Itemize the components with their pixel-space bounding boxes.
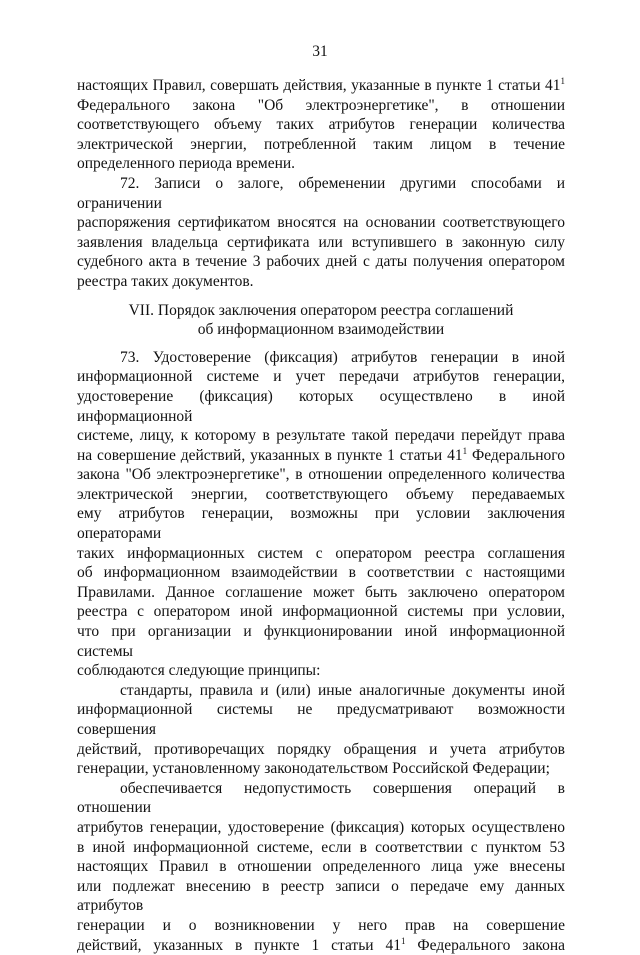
principle-2 [77,779,565,955]
text-line: распоряжения сертификатом вносятся на основании соответствующего [77,214,565,232]
text-line: действий, указанных в пункте 1 статьи $41^1$ Федерального закона [77,935,565,954]
text-line: закона "Об электроэнергетике", в отношении определенного количества [77,466,565,484]
text-line: определенного периода времени. [77,155,296,173]
text-line: стандарты, правила и (или) иные аналогичные документы иной [120,681,565,699]
text-line: информационной системе и учет передачи атрибутов генерации, [77,368,565,386]
section-heading-line-2: об информационном взаимодействии [197,321,445,339]
text-line: 72. Записи о залоге, обременении другими способами и ограничении [77,174,565,212]
section-heading [77,301,565,340]
text-line: информационной системы не предусматривают возможности совершения [77,701,565,738]
text-line: электрической энергии, соответствующего объему передаваемых [77,485,565,503]
page-number: 31 [312,43,328,60]
text-line: таких информационных систем с оператором реестра соглашения [77,544,565,562]
superscript-marker: 1 [400,935,406,946]
text-line: атрибутов генерации, удостоверение (фиксация) которых осуществлено [77,818,565,836]
principle-1 [77,681,565,779]
text-line: на совершение действий, указанных в пункте 1 статьи $41^1$ Федерального [77,445,565,464]
text-line: реестра таких документов. [77,272,254,290]
text-line: заявления владельца сертификата или вступившего в законную силу [77,233,565,251]
superscript-marker: 1 [462,445,468,456]
section-heading-line-1: VII. Порядок заключения оператором реестра соглашений [128,301,514,319]
text-line: удостоверение (фиксация) которых осуществлено в иной информационной [77,387,565,425]
text-line: обеспечивается недопустимость совершения операций в отношении [77,779,565,817]
paragraph-72 [77,174,565,292]
text-line: Правилами. Данное соглашение может быть заключено оператором [77,583,565,601]
text-line: генерации, установленному законодательством Российской Федерации; [77,760,550,778]
text-line: или подлежат внесению в реестр записи о передаче ему данных атрибутов [77,877,565,915]
text-line: генерации и о возникновении у него прав на совершение [77,916,565,934]
superscript-marker: 1 [560,76,565,86]
text-line: Федерального закона "Об электроэнергетике", в отношении [77,96,565,114]
paragraph-continuation [77,76,565,174]
paragraph-73 [77,348,565,681]
text-line: действий, противоречащих порядку обращения и учета атрибутов [77,740,565,758]
text-line: соответствующего объему таких атрибутов генерации количества [77,116,565,134]
text-line: реестра с оператором иной информационной системы при условии, [77,603,565,621]
text-line: в иной информационной системе, если в соответствии с пунктом 53 [77,838,565,856]
text-line: судебного акта в течение 3 рабочих дней с даты получения оператором [77,253,565,271]
document-body [77,76,565,955]
text-line: 73. Удостоверение (фиксация) атрибутов генерации в иной [120,348,565,366]
text-line: ему атрибутов генерации, возможны при условии заключения операторами [77,505,565,543]
text-line: настоящих Правил в отношении определенного лица уже внесены [77,858,565,876]
text-line: об информационном взаимодействии в соответствии с настоящими [77,564,565,582]
text-line: системе, лицу, к которому в результате такой передачи перейдут права [77,427,565,445]
text-line: электрической энергии, потребленной таким лицом в течение [77,135,565,153]
text-line: настоящих Правил, совершать действия, указанные в пункте 1 статьи $41^1$ [77,76,565,94]
text-line: соблюдаются следующие принципы: [77,662,321,680]
text-line: что при организации и функционировании иной информационной системы [77,623,565,660]
